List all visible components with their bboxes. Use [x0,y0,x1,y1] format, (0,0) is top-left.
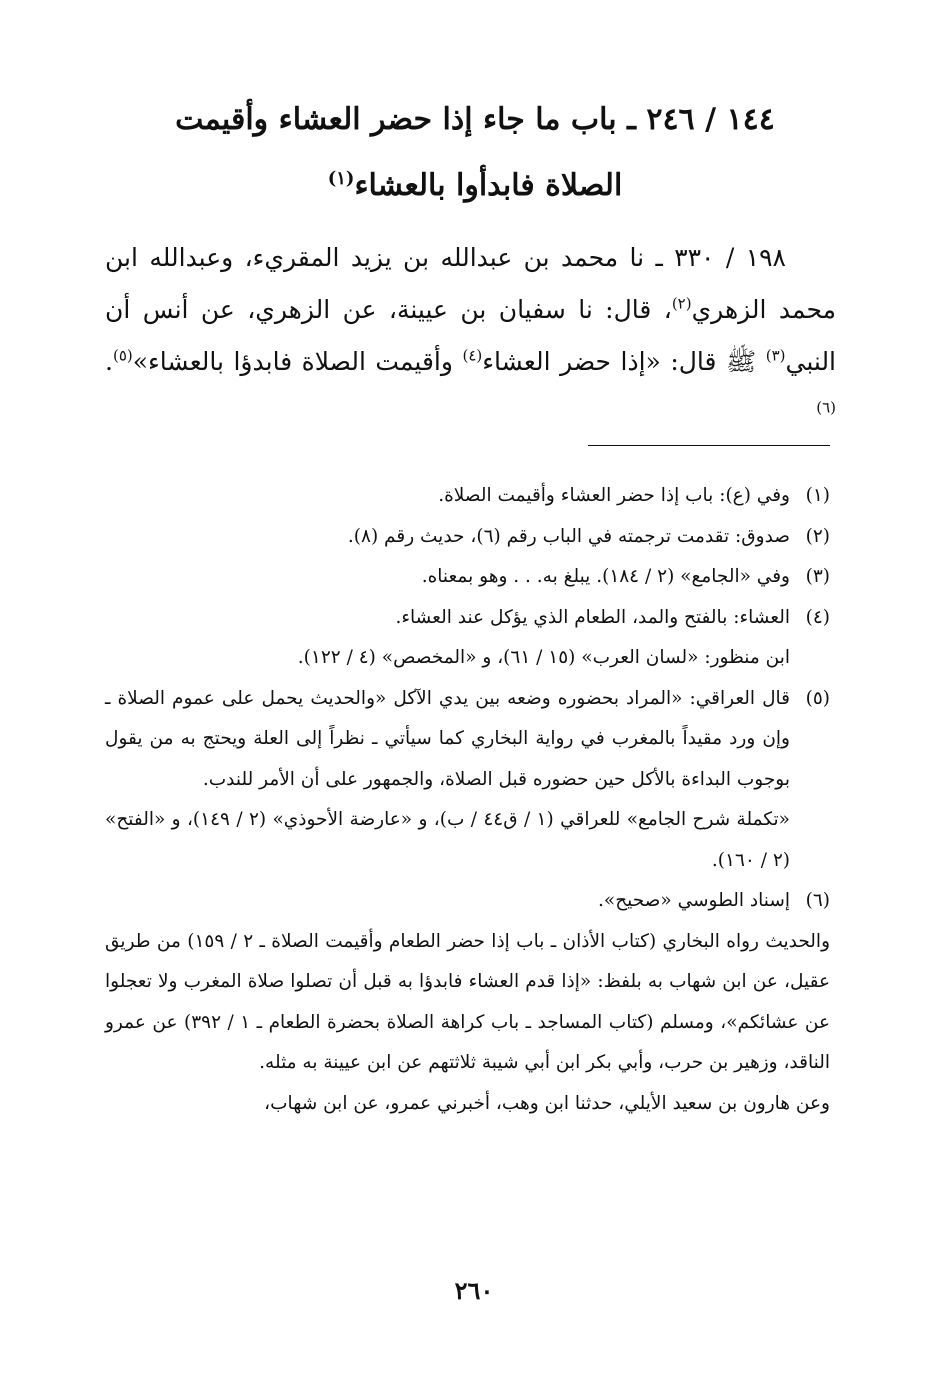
footnote-ref[interactable]: (١) [327,168,355,189]
chapter-title-line-1: ١٤٤ / ٢٤٦ ـ باب ما جاء إذا حضر العشاء وأقيمت [175,102,775,137]
footnote-4-source: ابن منظور: «لسان العرب» (١٥ / ٦١)، و «المخصص» (٤ / ١٢٢). [297,647,790,668]
footnote-ref[interactable]: (٦) [816,398,836,417]
footnote-1 [105,476,830,517]
page-number: ٢٦٠ [454,1276,494,1305]
footnote-ref[interactable]: (٥) [112,346,133,365]
footnote-number: (٤) [805,606,830,628]
footnote-6-paragraph-1: والحديث رواه البخاري (كتاب الأذان ـ باب إذا حضر الطعام وأقيمت الصلاة ـ ٢ / ١٥٩) من طريق عقيل، عن ابن شهاب به بلفظ: «إذا قدم العشاء فابدؤا به قبل أن تصلوا صلاة المغرب ولا تعجلوا عن عشائكم»، ومسلم (كتاب المساجد ـ باب كراهة الصلاة بحضرة الطعام ـ ١ / ٣٩٢) عن عمرو الناقد، وزهير بن حرب، وأبي بكر ابن أبي شيبة ثلاثتهم عن ابن عيينة به مثله. [105,930,830,1073]
hadith-segment: . [105,347,113,376]
footnote-ref[interactable]: (٤) [462,346,483,365]
footnote-text: صدوق: تقدمت ترجمته في الباب رقم (٦)، حديث رقم (٨). [347,525,790,547]
footnote-text: وفي (ع): باب إذا حضر العشاء وأقيمت الصلاة. [438,485,790,506]
footnote-number: (٥) [805,687,830,709]
footnote-4 [105,598,830,639]
footnote-3 [105,557,830,598]
footnote-text: العشاء: بالفتح والمد، الطعام الذي يؤكل عند العشاء. [395,606,790,628]
footnote-number: (١) [805,485,830,506]
footnote-5 [105,679,830,801]
footnote-ref[interactable]: (٣) [765,346,786,365]
footnote-number: (٦) [805,890,830,911]
hadith-text [105,232,836,440]
footnote-separator [588,445,830,446]
footnote-ref[interactable]: (٢) [671,294,692,313]
footnotes [105,476,830,1124]
footnote-text: إسناد الطوسي «صحيح». [598,890,790,911]
chapter-title-text: الصلاة فابدأوا بالعشاء [354,168,623,203]
hadith-segment: ١٩٨ / ٣٣٠ ـ نا محمد بن عبدالله بن يزيد المقريء، وعبدالله ابن محمد الزهري [105,243,836,324]
footnote-6-paragraph-2: وعن هارون بن سعيد الأيلي، حدثنا ابن وهب، أخبرني عمرو، عن ابن شهاب، [264,1092,830,1114]
footnote-5-source: «تكملة شرح الجامع» للعراقي (١ / ق٤٤ / ب)، و «عارضة الأحوذي» (٢ / ١٤٩)، و «الفتح» (٢ / ١٦٠). [105,809,790,871]
hadith-segment: وأقيمت الصلاة فابدؤا بالعشاء» [132,347,463,376]
footnote-2 [105,517,830,558]
footnote-text: وفي «الجامع» (٢ / ١٨٤). يبلغ به. . . وهو بمعناه. [421,566,790,587]
hadith-segment: ﷺ قال: «إذا حضر العشاء [482,347,766,376]
footnote-text: قال العراقي: «المراد بحضوره وضعه بين يدي الآكل «والحديث يحمل على عموم الصلاة ـ وإن ورد مقيداً بالمغرب في رواية البخاري كما سيأتي ـ نظراً إلى العلة ويحتج به من يقول بوجوب البداءة بالأكل حين حضوره قبل الصلاة، والجمهور على أن الأمر للندب. [105,687,790,790]
hadith-segment: ، قال: نا سفيان بن عيينة، عن الزهري، عن أنس أن النبي [105,295,837,376]
footnote-number: (٢) [805,525,830,547]
footnote-number: (٣) [805,566,830,587]
chapter-title-line-2 [150,166,800,206]
hadith-paragraph [105,232,836,440]
footnote-6 [105,881,830,922]
